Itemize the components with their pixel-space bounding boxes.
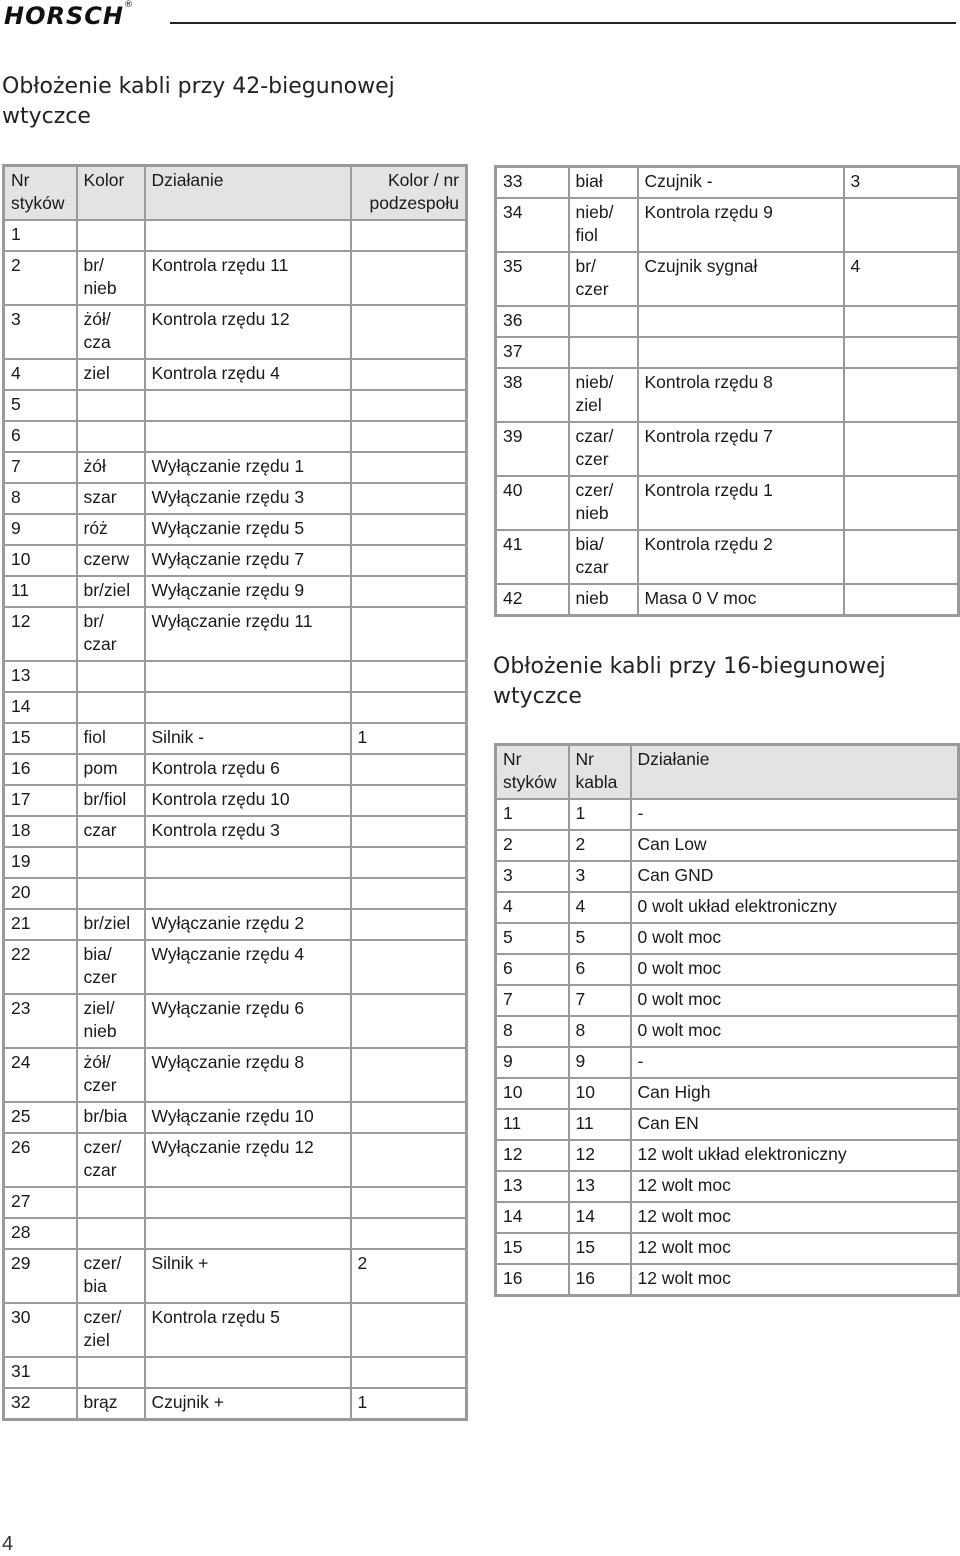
cell-component bbox=[351, 1357, 467, 1388]
cell-pin-number: 16 bbox=[4, 754, 77, 785]
cell-function: 12 wolt moc bbox=[631, 1233, 959, 1264]
cell-cable-number: 9 bbox=[569, 1047, 631, 1078]
cell-component bbox=[351, 359, 467, 390]
header-rule bbox=[170, 22, 956, 24]
cell-color: nieb/ ziel bbox=[569, 368, 638, 422]
cell-function: 0 wolt moc bbox=[631, 923, 959, 954]
table-row bbox=[4, 483, 467, 514]
cell-function: Kontrola rzędu 4 bbox=[145, 359, 351, 390]
cell-component bbox=[351, 251, 467, 305]
table-row bbox=[496, 861, 959, 892]
table-row bbox=[4, 994, 467, 1048]
table-row bbox=[4, 723, 467, 754]
table-row bbox=[496, 1047, 959, 1078]
cell-pin-number: 10 bbox=[496, 1078, 569, 1109]
table-row bbox=[496, 892, 959, 923]
cell-component bbox=[844, 422, 959, 476]
cell-component bbox=[844, 584, 959, 616]
table-row bbox=[4, 359, 467, 390]
cell-function: Can Low bbox=[631, 830, 959, 861]
table-row bbox=[4, 878, 467, 909]
cell-function: Kontrola rzędu 5 bbox=[145, 1303, 351, 1357]
table-row bbox=[4, 1249, 467, 1303]
cell-cable-number: 10 bbox=[569, 1078, 631, 1109]
cell-component bbox=[351, 483, 467, 514]
cell-function: 12 wolt moc bbox=[631, 1264, 959, 1296]
cell-color: czer/ nieb bbox=[569, 476, 638, 530]
cell-color: br/ czer bbox=[569, 252, 638, 306]
cell-pin-number: 3 bbox=[4, 305, 77, 359]
cell-color bbox=[77, 390, 145, 421]
table-row bbox=[496, 584, 959, 616]
cell-component bbox=[351, 754, 467, 785]
cell-function: Czujnik sygnał bbox=[638, 252, 844, 306]
cell-component bbox=[351, 909, 467, 940]
cell-function: Wyłączanie rzędu 12 bbox=[145, 1133, 351, 1187]
cell-color: br/bia bbox=[77, 1102, 145, 1133]
cell-pin-number: 34 bbox=[496, 198, 569, 252]
table-row bbox=[496, 1264, 959, 1296]
table-row bbox=[4, 816, 467, 847]
table-row bbox=[4, 754, 467, 785]
cell-component bbox=[351, 1218, 467, 1249]
cell-pin-number: 30 bbox=[4, 1303, 77, 1357]
table-row bbox=[496, 1171, 959, 1202]
cell-component bbox=[351, 514, 467, 545]
cell-function: Wyłączanie rzędu 6 bbox=[145, 994, 351, 1048]
table-row bbox=[496, 1109, 959, 1140]
cell-pin-number: 10 bbox=[4, 545, 77, 576]
cell-color: bia/ czer bbox=[77, 940, 145, 994]
cell-pin-number: 1 bbox=[496, 799, 569, 830]
header-function: Działanie bbox=[631, 745, 959, 800]
cell-color bbox=[77, 692, 145, 723]
cell-pin-number: 2 bbox=[496, 830, 569, 861]
cell-function bbox=[145, 692, 351, 723]
cell-color: ziel bbox=[77, 359, 145, 390]
cell-pin-number: 18 bbox=[4, 816, 77, 847]
horsch-logo bbox=[4, 2, 134, 30]
cell-component: 2 bbox=[351, 1249, 467, 1303]
table-row bbox=[4, 909, 467, 940]
cell-cable-number: 1 bbox=[569, 799, 631, 830]
cell-component bbox=[351, 220, 467, 251]
cell-color: czar bbox=[77, 816, 145, 847]
cell-color: szar bbox=[77, 483, 145, 514]
table-header-row bbox=[496, 745, 959, 800]
cell-pin-number: 13 bbox=[496, 1171, 569, 1202]
cell-function bbox=[145, 1357, 351, 1388]
table-16-pin bbox=[494, 743, 960, 1297]
cell-component bbox=[351, 576, 467, 607]
table-header-row bbox=[4, 166, 467, 221]
cell-pin-number: 1 bbox=[4, 220, 77, 251]
cell-color bbox=[77, 1187, 145, 1218]
cell-pin-number: 5 bbox=[4, 390, 77, 421]
cell-pin-number: 16 bbox=[496, 1264, 569, 1296]
cell-pin-number: 11 bbox=[496, 1109, 569, 1140]
table-row bbox=[4, 607, 467, 661]
table-row bbox=[496, 476, 959, 530]
table-row bbox=[4, 305, 467, 359]
cell-color: br/fiol bbox=[77, 785, 145, 816]
cell-function bbox=[145, 421, 351, 452]
cell-pin-number: 36 bbox=[496, 306, 569, 337]
table-row bbox=[4, 251, 467, 305]
cell-component bbox=[351, 305, 467, 359]
cell-component bbox=[351, 940, 467, 994]
header-color: Kolor bbox=[77, 166, 145, 221]
table-row bbox=[4, 514, 467, 545]
cell-component: 4 bbox=[844, 252, 959, 306]
cell-component: 1 bbox=[351, 723, 467, 754]
cell-pin-number: 15 bbox=[4, 723, 77, 754]
cell-cable-number: 6 bbox=[569, 954, 631, 985]
cell-function: Kontrola rzędu 7 bbox=[638, 422, 844, 476]
cell-function: Kontrola rzędu 11 bbox=[145, 251, 351, 305]
cell-component: 1 bbox=[351, 1388, 467, 1420]
cell-cable-number: 8 bbox=[569, 1016, 631, 1047]
cell-function: Wyłączanie rzędu 10 bbox=[145, 1102, 351, 1133]
cell-function: 12 wolt układ elektroniczny bbox=[631, 1140, 959, 1171]
table-row bbox=[4, 1133, 467, 1187]
cell-function bbox=[145, 220, 351, 251]
cell-color: nieb bbox=[569, 584, 638, 616]
table-row bbox=[496, 368, 959, 422]
header-cable-number: Nr kabla bbox=[569, 745, 631, 800]
cell-cable-number: 2 bbox=[569, 830, 631, 861]
cell-function bbox=[145, 1187, 351, 1218]
cell-function bbox=[145, 847, 351, 878]
cell-pin-number: 41 bbox=[496, 530, 569, 584]
cell-function: Wyłączanie rzędu 2 bbox=[145, 909, 351, 940]
table-row bbox=[496, 1140, 959, 1171]
cell-cable-number: 15 bbox=[569, 1233, 631, 1264]
registered-mark: ® bbox=[123, 0, 134, 10]
cell-color: żół bbox=[77, 452, 145, 483]
cell-color bbox=[77, 1218, 145, 1249]
cell-pin-number: 13 bbox=[4, 661, 77, 692]
table-row bbox=[4, 1102, 467, 1133]
cell-pin-number: 12 bbox=[496, 1140, 569, 1171]
cell-function: 12 wolt moc bbox=[631, 1171, 959, 1202]
cell-pin-number: 39 bbox=[496, 422, 569, 476]
cell-function: 0 wolt moc bbox=[631, 1016, 959, 1047]
cell-component bbox=[351, 452, 467, 483]
cell-function bbox=[145, 661, 351, 692]
page-number: 4 bbox=[2, 1533, 14, 1555]
table-row bbox=[496, 1016, 959, 1047]
cell-color: żół/ czer bbox=[77, 1048, 145, 1102]
cell-color: brąz bbox=[77, 1388, 145, 1420]
cell-component bbox=[351, 390, 467, 421]
cell-pin-number: 14 bbox=[4, 692, 77, 723]
title-42-pin: Obłożenie kabli przy 42-biegunowej wtyczce bbox=[2, 74, 395, 129]
cell-function: Wyłączanie rzędu 5 bbox=[145, 514, 351, 545]
cell-component bbox=[351, 1187, 467, 1218]
cell-function: Kontrola rzędu 6 bbox=[145, 754, 351, 785]
cell-color bbox=[77, 847, 145, 878]
cell-function bbox=[638, 306, 844, 337]
cell-pin-number: 28 bbox=[4, 1218, 77, 1249]
cell-pin-number: 31 bbox=[4, 1357, 77, 1388]
table-row bbox=[496, 1202, 959, 1233]
table-row bbox=[496, 252, 959, 306]
table-row bbox=[4, 390, 467, 421]
cell-cable-number: 13 bbox=[569, 1171, 631, 1202]
table-row bbox=[496, 198, 959, 252]
table-row bbox=[4, 1048, 467, 1102]
cell-function: 12 wolt moc bbox=[631, 1202, 959, 1233]
cell-pin-number: 24 bbox=[4, 1048, 77, 1102]
cell-component bbox=[844, 368, 959, 422]
cell-component bbox=[351, 692, 467, 723]
cell-component bbox=[844, 530, 959, 584]
cell-function: Can EN bbox=[631, 1109, 959, 1140]
table-42-pin-part2 bbox=[494, 165, 960, 617]
header-pin-number: Nr styków bbox=[4, 166, 77, 221]
cell-pin-number: 3 bbox=[496, 861, 569, 892]
cell-pin-number: 6 bbox=[4, 421, 77, 452]
table-row bbox=[4, 847, 467, 878]
cell-pin-number: 7 bbox=[4, 452, 77, 483]
cell-function: Kontrola rzędu 3 bbox=[145, 816, 351, 847]
table-row bbox=[4, 452, 467, 483]
cell-pin-number: 15 bbox=[496, 1233, 569, 1264]
table-row bbox=[4, 1388, 467, 1420]
cell-pin-number: 40 bbox=[496, 476, 569, 530]
table-row bbox=[496, 799, 959, 830]
cell-component bbox=[351, 847, 467, 878]
cell-color: czer/ ziel bbox=[77, 1303, 145, 1357]
cell-pin-number: 9 bbox=[4, 514, 77, 545]
table-row bbox=[496, 422, 959, 476]
cell-pin-number: 14 bbox=[496, 1202, 569, 1233]
header-function: Działanie bbox=[145, 166, 351, 221]
table-row bbox=[4, 1303, 467, 1357]
cell-cable-number: 7 bbox=[569, 985, 631, 1016]
cell-function: Can High bbox=[631, 1078, 959, 1109]
header-pin-number: Nr styków bbox=[496, 745, 569, 800]
cell-function: Czujnik + bbox=[145, 1388, 351, 1420]
table-row bbox=[4, 1187, 467, 1218]
cell-function: Wyłączanie rzędu 7 bbox=[145, 545, 351, 576]
cell-component bbox=[844, 198, 959, 252]
cell-function: Kontrola rzędu 1 bbox=[638, 476, 844, 530]
cell-component bbox=[351, 545, 467, 576]
cell-component bbox=[351, 1133, 467, 1187]
table-row bbox=[496, 923, 959, 954]
cell-function bbox=[145, 878, 351, 909]
cell-color: biał bbox=[569, 167, 638, 199]
table-row bbox=[4, 692, 467, 723]
cell-function: Kontrola rzędu 9 bbox=[638, 198, 844, 252]
cell-pin-number: 21 bbox=[4, 909, 77, 940]
cell-pin-number: 19 bbox=[4, 847, 77, 878]
cell-component bbox=[351, 878, 467, 909]
cell-pin-number: 38 bbox=[496, 368, 569, 422]
table-row bbox=[4, 785, 467, 816]
table-row bbox=[496, 167, 959, 199]
cell-color: br/ziel bbox=[77, 576, 145, 607]
cell-component: 3 bbox=[844, 167, 959, 199]
cell-pin-number: 8 bbox=[4, 483, 77, 514]
title-16-pin: Obłożenie kabli przy 16-biegunowej wtyczce bbox=[493, 654, 886, 709]
cell-pin-number: 37 bbox=[496, 337, 569, 368]
cell-component bbox=[844, 476, 959, 530]
cell-function: Wyłączanie rzędu 4 bbox=[145, 940, 351, 994]
cell-function: Wyłączanie rzędu 11 bbox=[145, 607, 351, 661]
cell-pin-number: 29 bbox=[4, 1249, 77, 1303]
cell-function: Can GND bbox=[631, 861, 959, 892]
cell-function bbox=[145, 390, 351, 421]
cell-component bbox=[844, 337, 959, 368]
cell-function: Wyłączanie rzędu 9 bbox=[145, 576, 351, 607]
cell-component bbox=[351, 1102, 467, 1133]
cell-function: 0 wolt moc bbox=[631, 954, 959, 985]
cell-function: Silnik - bbox=[145, 723, 351, 754]
cell-cable-number: 12 bbox=[569, 1140, 631, 1171]
table-row bbox=[4, 220, 467, 251]
cell-component bbox=[351, 1303, 467, 1357]
cell-pin-number: 25 bbox=[4, 1102, 77, 1133]
cell-function: Czujnik - bbox=[638, 167, 844, 199]
cell-component bbox=[351, 816, 467, 847]
cell-color: żół/ cza bbox=[77, 305, 145, 359]
cell-function: Kontrola rzędu 10 bbox=[145, 785, 351, 816]
cell-color bbox=[77, 421, 145, 452]
cell-component bbox=[351, 607, 467, 661]
cell-pin-number: 42 bbox=[496, 584, 569, 616]
cell-pin-number: 6 bbox=[496, 954, 569, 985]
cell-color: bia/ czar bbox=[569, 530, 638, 584]
table-row bbox=[496, 530, 959, 584]
cell-pin-number: 4 bbox=[496, 892, 569, 923]
cell-color: br/ziel bbox=[77, 909, 145, 940]
cell-pin-number: 9 bbox=[496, 1047, 569, 1078]
cell-color: br/ czar bbox=[77, 607, 145, 661]
cell-function bbox=[638, 337, 844, 368]
cell-color bbox=[569, 306, 638, 337]
cell-cable-number: 3 bbox=[569, 861, 631, 892]
table-row bbox=[496, 830, 959, 861]
cell-function: 0 wolt moc bbox=[631, 985, 959, 1016]
cell-color: br/ nieb bbox=[77, 251, 145, 305]
table-row bbox=[496, 1233, 959, 1264]
cell-cable-number: 16 bbox=[569, 1264, 631, 1296]
cell-pin-number: 26 bbox=[4, 1133, 77, 1187]
table-row bbox=[4, 576, 467, 607]
cell-component bbox=[351, 994, 467, 1048]
cell-color bbox=[77, 1357, 145, 1388]
logo-text: HORSCH bbox=[4, 2, 124, 30]
cell-color: fiol bbox=[77, 723, 145, 754]
cell-function: Masa 0 V moc bbox=[638, 584, 844, 616]
cell-pin-number: 7 bbox=[496, 985, 569, 1016]
cell-cable-number: 11 bbox=[569, 1109, 631, 1140]
cell-function: - bbox=[631, 799, 959, 830]
cell-pin-number: 11 bbox=[4, 576, 77, 607]
cell-cable-number: 14 bbox=[569, 1202, 631, 1233]
table-42-pin-part1 bbox=[2, 164, 468, 1421]
cell-color bbox=[77, 878, 145, 909]
cell-pin-number: 5 bbox=[496, 923, 569, 954]
header-component: Kolor / nr podzespołu bbox=[351, 166, 467, 221]
cell-pin-number: 22 bbox=[4, 940, 77, 994]
cell-color bbox=[77, 220, 145, 251]
cell-pin-number: 20 bbox=[4, 878, 77, 909]
cell-function: Kontrola rzędu 2 bbox=[638, 530, 844, 584]
cell-pin-number: 23 bbox=[4, 994, 77, 1048]
cell-function: Silnik + bbox=[145, 1249, 351, 1303]
cell-pin-number: 8 bbox=[496, 1016, 569, 1047]
table-row bbox=[4, 1218, 467, 1249]
cell-function bbox=[145, 1218, 351, 1249]
cell-component bbox=[351, 661, 467, 692]
table-row bbox=[496, 1078, 959, 1109]
cell-component bbox=[351, 421, 467, 452]
cell-component bbox=[351, 785, 467, 816]
table-row bbox=[4, 940, 467, 994]
cell-pin-number: 4 bbox=[4, 359, 77, 390]
cell-component bbox=[844, 306, 959, 337]
cell-color: czar/ czer bbox=[569, 422, 638, 476]
cell-color: czer/ czar bbox=[77, 1133, 145, 1187]
cell-color: ziel/ nieb bbox=[77, 994, 145, 1048]
cell-cable-number: 5 bbox=[569, 923, 631, 954]
cell-pin-number: 27 bbox=[4, 1187, 77, 1218]
cell-pin-number: 35 bbox=[496, 252, 569, 306]
cell-function: 0 wolt układ elektroniczny bbox=[631, 892, 959, 923]
cell-pin-number: 12 bbox=[4, 607, 77, 661]
table-row bbox=[4, 545, 467, 576]
cell-pin-number: 2 bbox=[4, 251, 77, 305]
cell-color: czerw bbox=[77, 545, 145, 576]
cell-function: Wyłączanie rzędu 1 bbox=[145, 452, 351, 483]
table-row bbox=[4, 421, 467, 452]
cell-function: Kontrola rzędu 8 bbox=[638, 368, 844, 422]
table-row bbox=[4, 661, 467, 692]
cell-function: Wyłączanie rzędu 8 bbox=[145, 1048, 351, 1102]
table-row bbox=[4, 1357, 467, 1388]
cell-component bbox=[351, 1048, 467, 1102]
cell-function: Wyłączanie rzędu 3 bbox=[145, 483, 351, 514]
cell-pin-number: 17 bbox=[4, 785, 77, 816]
cell-color: czer/ bia bbox=[77, 1249, 145, 1303]
table-row bbox=[496, 985, 959, 1016]
cell-color bbox=[77, 661, 145, 692]
cell-function: - bbox=[631, 1047, 959, 1078]
table-row bbox=[496, 954, 959, 985]
cell-cable-number: 4 bbox=[569, 892, 631, 923]
cell-color: pom bbox=[77, 754, 145, 785]
table-row bbox=[496, 337, 959, 368]
cell-pin-number: 33 bbox=[496, 167, 569, 199]
cell-color: nieb/ fiol bbox=[569, 198, 638, 252]
cell-color bbox=[569, 337, 638, 368]
cell-color: róż bbox=[77, 514, 145, 545]
cell-pin-number: 32 bbox=[4, 1388, 77, 1420]
cell-function: Kontrola rzędu 12 bbox=[145, 305, 351, 359]
table-row bbox=[496, 306, 959, 337]
